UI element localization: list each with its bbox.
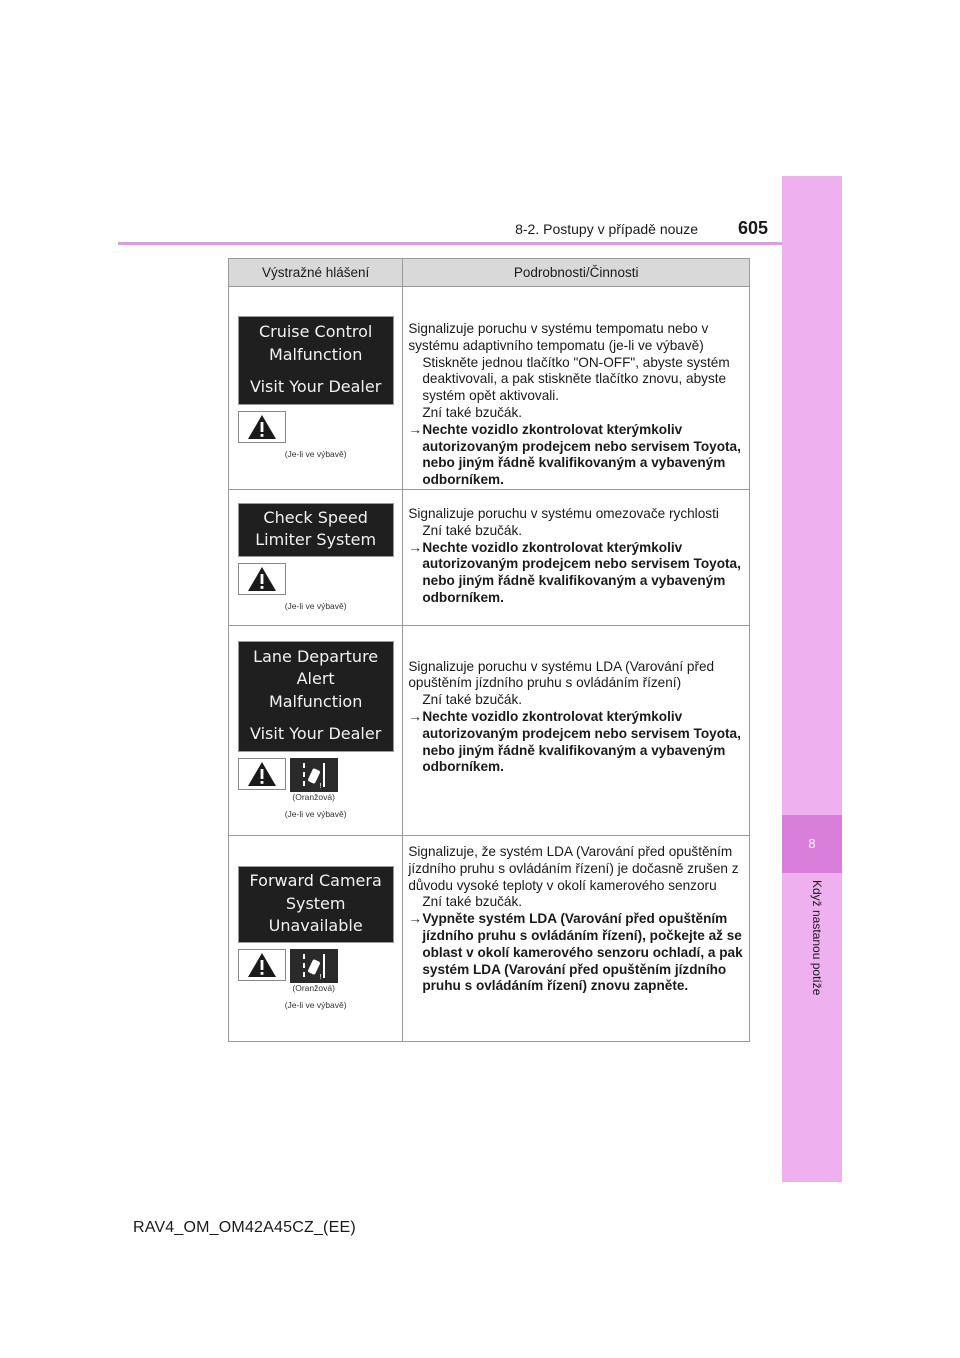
details-cell bbox=[403, 625, 750, 835]
instruction: Stiskněte jednou tlačítko "ON-OFF", abyste systém deaktivovali, a pak stiskněte tlačítko znovu, abyste systém opět aktivovali. bbox=[422, 354, 730, 404]
warning-cell bbox=[229, 625, 403, 835]
details-cell bbox=[403, 287, 750, 490]
display-line: Forward Camera bbox=[249, 871, 382, 891]
section-title: 8-2. Postupy v případě nouze bbox=[515, 221, 698, 237]
display-line: Alert bbox=[296, 669, 335, 689]
if-equipped-note: (Je-li ve výbavě) bbox=[284, 999, 347, 1010]
buzzer-note: Zní také bzučák. bbox=[422, 522, 523, 538]
display-line: Malfunction bbox=[268, 344, 363, 364]
action-text: Nechte vozidlo zkontrolovat kterýmkoliv autorizovaným prodejcem nebo servisem Toyota, nebo jiným řádně kvalifikovaným a vybaveným odborníkem. bbox=[422, 421, 741, 488]
lane-departure-icon bbox=[290, 758, 338, 792]
table-row bbox=[229, 489, 750, 625]
arrow-right-icon: → bbox=[408, 539, 422, 555]
page-number: 605 bbox=[738, 218, 769, 238]
icon-color-caption: (Oranžová) bbox=[292, 982, 335, 993]
action bbox=[408, 911, 749, 995]
indicator-icons bbox=[238, 949, 394, 994]
master-warning-icon bbox=[238, 949, 286, 981]
display-line: Malfunction bbox=[268, 691, 363, 711]
master-warning-icon bbox=[238, 758, 286, 790]
description: Signalizuje poruchu v systému tempomatu nebo v systému adaptivního tempomatu (je-li ve výbavě) bbox=[408, 321, 709, 353]
action bbox=[408, 709, 749, 776]
display-line: Unavailable bbox=[268, 916, 363, 936]
column-header-details: Podrobnosti/Činnosti bbox=[403, 259, 750, 287]
if-equipped-note: (Je-li ve výbavě) bbox=[284, 808, 347, 819]
header-rule bbox=[118, 242, 782, 245]
buzzer-note: Zní také bzučák. bbox=[422, 404, 523, 420]
indicator-icons bbox=[238, 563, 394, 595]
buzzer-note: Zní také bzučák. bbox=[422, 894, 523, 910]
if-equipped-note: (Je-li ve výbavě) bbox=[284, 448, 347, 459]
svg-text:!: ! bbox=[318, 781, 322, 789]
icon-color-caption: (Oranžová) bbox=[292, 791, 335, 802]
document-code: RAV4_OM_OM42A45CZ_(EE) bbox=[133, 1219, 356, 1236]
if-equipped-note: (Je-li ve výbavě) bbox=[284, 600, 347, 611]
warning-cell bbox=[229, 489, 403, 625]
action bbox=[408, 540, 749, 607]
table-row bbox=[229, 287, 750, 490]
warning-messages-table bbox=[228, 258, 750, 1042]
display-line: System bbox=[285, 893, 346, 913]
display-line: Cruise Control bbox=[258, 322, 373, 342]
display-line: Lane Departure bbox=[253, 646, 379, 666]
details-cell bbox=[403, 489, 750, 625]
action-text: Nechte vozidlo zkontrolovat kterýmkoliv autorizovaným prodejcem nebo servisem Toyota, nebo jiným řádně kvalifikovaným a vybaveným odborníkem. bbox=[422, 539, 741, 605]
lda-indicator bbox=[290, 949, 338, 994]
display-message bbox=[238, 503, 394, 557]
display-message bbox=[238, 316, 394, 405]
display-line: Visit Your Dealer bbox=[250, 377, 382, 397]
column-header-warning: Výstražné hlášení bbox=[229, 259, 403, 287]
description: Signalizuje, že systém LDA (Varování před opuštěním jízdního pruhu s ovládáním řízení) je dočasně zrušen z důvodu vysoké teploty v okolí kamerového senzoru bbox=[408, 843, 739, 893]
display-line: Visit Your Dealer bbox=[250, 724, 382, 744]
display-line: Limiter System bbox=[255, 530, 377, 550]
lane-departure-icon bbox=[290, 949, 338, 983]
action-text: Nechte vozidlo zkontrolovat kterýmkoliv autorizovaným prodejcem nebo servisem Toyota, nebo jiným řádně kvalifikovaným a vybaveným odborníkem. bbox=[422, 709, 741, 775]
arrow-right-icon: → bbox=[408, 709, 422, 725]
action bbox=[408, 422, 749, 489]
display-line: Check Speed bbox=[263, 507, 368, 527]
display-message bbox=[238, 866, 394, 943]
display-message bbox=[238, 641, 394, 752]
warning-cell bbox=[229, 287, 403, 490]
buzzer-note: Zní také bzučák. bbox=[422, 692, 523, 708]
warning-cell bbox=[229, 835, 403, 1041]
arrow-right-icon: → bbox=[408, 911, 422, 927]
table-row bbox=[229, 625, 750, 835]
description: Signalizuje poruchu v systému omezovače rychlosti bbox=[408, 505, 719, 521]
arrow-right-icon: → bbox=[408, 421, 422, 437]
indicator-icons bbox=[238, 411, 394, 443]
chapter-number: 8 bbox=[782, 815, 842, 873]
indicator-icons bbox=[238, 758, 394, 803]
chapter-label: Když nastanou potíže bbox=[810, 880, 824, 996]
svg-text:!: ! bbox=[318, 972, 322, 980]
lda-indicator bbox=[290, 758, 338, 803]
table-row bbox=[229, 835, 750, 1041]
description: Signalizuje poruchu v systému LDA (Varování před opuštěním jízdního pruhu s ovládáním řízení) bbox=[408, 658, 715, 691]
master-warning-icon bbox=[238, 563, 286, 595]
details-cell bbox=[403, 835, 750, 1041]
action-text: Vypněte systém LDA (Varování před opuštěním jízdního pruhu s ovládáním řízení), počkejte až se oblast v okolí kamerového senzoru ochladí, a pak systém LDA (Varování před opuštěním jízdního pruhu s ovládáním řízení) znovu zapněte. bbox=[422, 911, 743, 994]
master-warning-icon bbox=[238, 411, 286, 443]
